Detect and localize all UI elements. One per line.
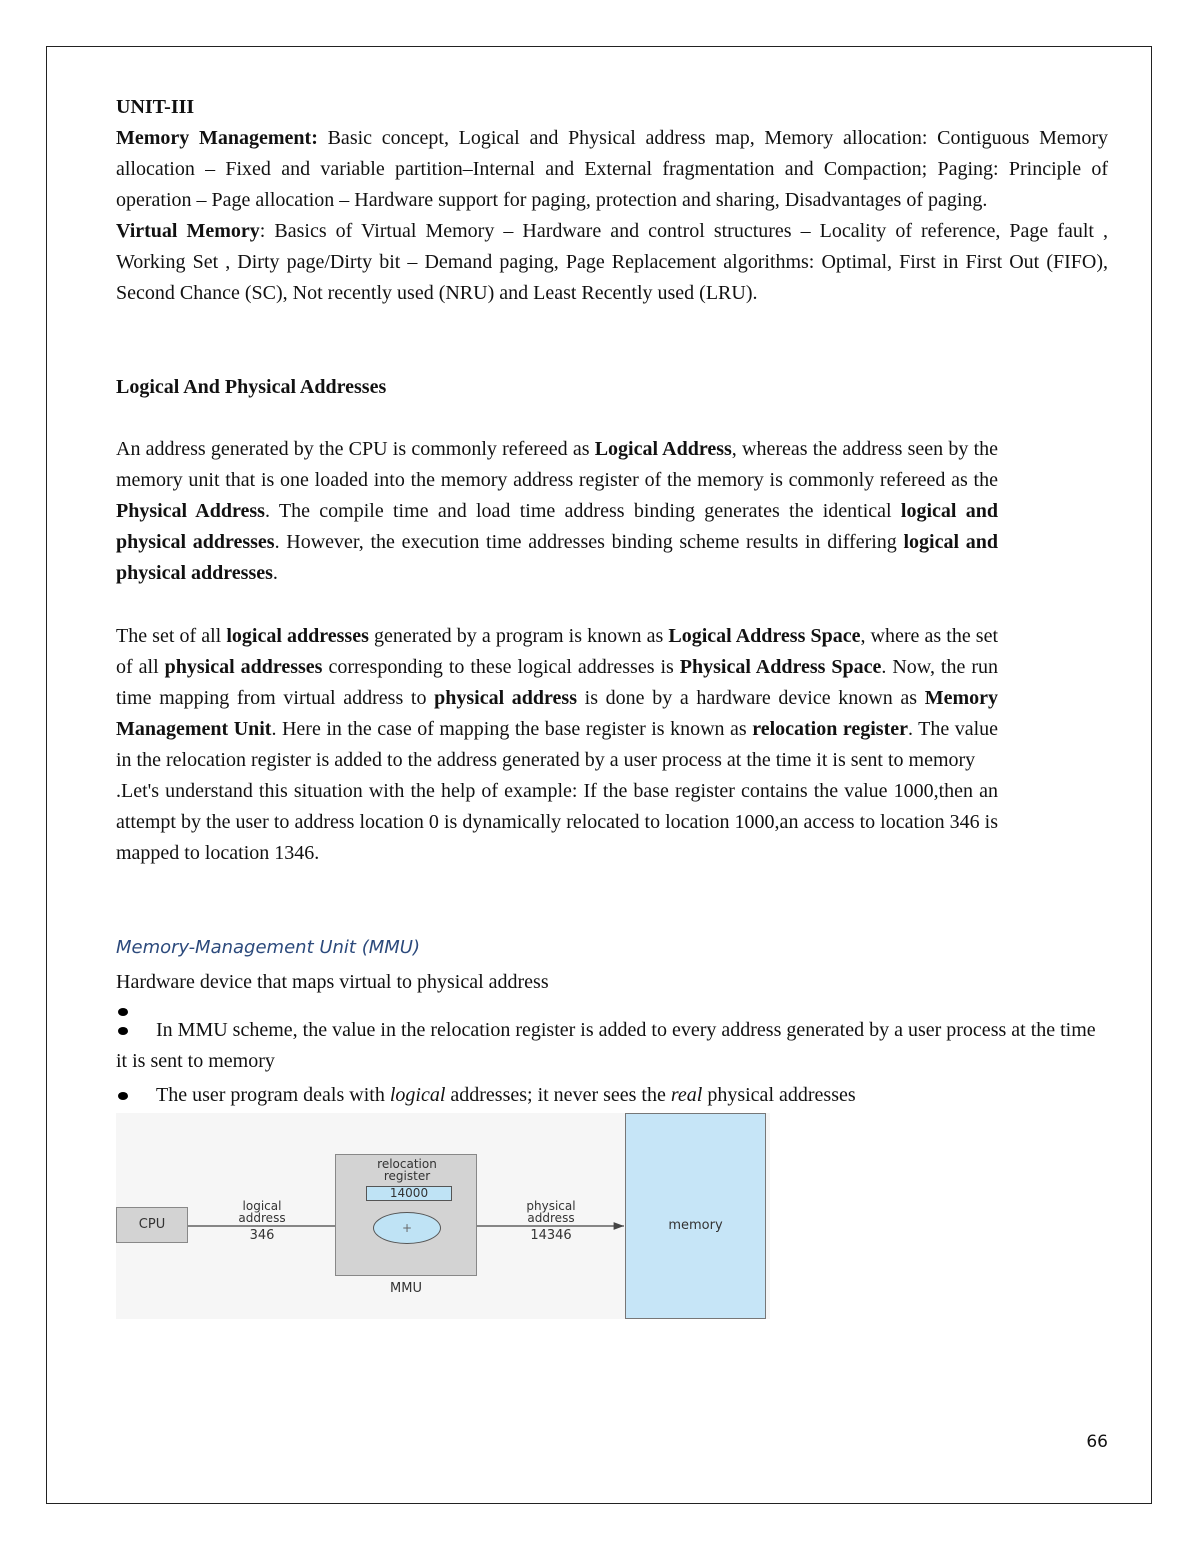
bold-text: Memory Management Unit	[116, 687, 998, 740]
text: . Now, the run time mapping from virtual address to	[116, 656, 998, 709]
text: Hardware device that maps virtual to physical address	[116, 971, 549, 993]
bold-text: Virtual Memory	[116, 220, 260, 242]
adder-icon: +	[373, 1212, 441, 1244]
italic-text: real	[670, 1084, 703, 1106]
bold-text: Physical Address	[116, 500, 265, 522]
text: : Basics of Virtual Memory – Hardware and control structures – Locality of reference, Page fault , Working Set , Dirty page/Dirty bit – Demand paging, Page Replacement algorithms: Optimal, First in First Out (FIFO), Second Chance (SC), Not recently used (NRU) and Least Recently used (LRU).	[116, 220, 1108, 304]
mmu-heading: Memory-Management Unit (MMU)	[116, 937, 420, 958]
text: corresponding to these logical addresses is	[322, 656, 680, 678]
mmu-box	[335, 1154, 477, 1276]
text: . The compile time and load time address binding generates the identical	[264, 500, 901, 522]
mmu-intro	[116, 967, 1108, 998]
text: . The value in the relocation register is added to the address generated by a user process at the time it is sent to memory	[116, 718, 999, 771]
text: . However, the execution time addresses binding scheme results in differing	[274, 531, 904, 553]
paragraph	[116, 776, 998, 869]
bold-text: relocation register	[752, 718, 908, 740]
bold-text: Logical Address	[594, 438, 732, 460]
text: The set of all	[116, 625, 227, 647]
text: In MMU scheme, the value in the relocation register is added to every address generated by a user process at the time it is sent to memory	[116, 1019, 1096, 1072]
relocation-register-label: relocation register	[377, 1157, 437, 1183]
bold-text: physical address	[434, 687, 577, 709]
bullet-text	[116, 1019, 1096, 1072]
text: is done by a hardware device known as	[577, 687, 925, 709]
bold-text: logical addresses	[226, 625, 369, 647]
text: . Here in the case of mapping the base register is known as	[271, 718, 753, 740]
bullet-text	[156, 1084, 856, 1106]
physical-address-label: physical address	[526, 1199, 576, 1225]
logical-address-value: 346	[249, 1228, 275, 1243]
bullet-icon	[118, 1092, 128, 1100]
bold-text: Logical And Physical Addresses	[116, 376, 387, 398]
text: The user program deals with	[156, 1084, 390, 1106]
text: Basic concept, Logical and Physical address map, Memory allocation: Contiguous Memory allocation – Fixed and variable partition–Internal and External fragmentation and Compaction; Paging: Principle of operation – Page allocation – Hardware support for paging, protection and sharing, Disadvantages of paging.	[116, 127, 1108, 211]
page-number: 66	[1086, 1432, 1108, 1452]
text: .Let's understand this situation with the help of example: If the base register contains the value 1000,then an attempt by the user to address location 0 is dynamically relocated to location 1000,an access to location 346 is mapped to location 1346.	[116, 780, 998, 864]
text: , whereas the address seen by the memory unit that is one loaded into the memory address register of the memory is commonly refereed as the	[116, 438, 999, 491]
paragraph-logical-physical	[116, 434, 998, 589]
paragraph	[116, 967, 1108, 998]
paragraph	[116, 92, 1108, 123]
paragraph	[116, 434, 998, 589]
text: An address generated by the CPU is commonly refereed as	[116, 438, 595, 460]
memory-box: memory	[625, 1113, 766, 1319]
bullet-icon	[118, 1027, 128, 1035]
relocation-register-value: 14000	[366, 1186, 452, 1201]
paragraph	[116, 621, 998, 776]
bold-text: UNIT-III	[116, 96, 195, 118]
text: physical addresses	[702, 1084, 856, 1106]
paragraph-address-space	[116, 621, 998, 869]
text: .	[272, 562, 278, 584]
paragraph	[116, 216, 1108, 309]
physical-address-value: 14346	[530, 1228, 572, 1243]
italic-text: logical	[389, 1084, 446, 1106]
bold-text: physical addresses	[164, 656, 323, 678]
section-heading	[116, 372, 998, 403]
text: addresses; it never sees the	[445, 1084, 671, 1106]
bullet-2	[116, 1080, 1108, 1111]
text: , where as the set of all	[116, 625, 999, 678]
bold-text: Memory Management:	[116, 127, 318, 149]
bold-text: logical and physical addresses	[116, 531, 998, 584]
cpu-box: CPU	[116, 1207, 188, 1243]
text: generated by a program is known as	[368, 625, 669, 647]
paragraph	[116, 123, 1108, 216]
logical-address-label: logical address	[238, 1199, 286, 1225]
bullet-1	[116, 1015, 1108, 1077]
syllabus-block	[116, 92, 1108, 309]
mmu-label: MMU	[390, 1281, 422, 1296]
bold-text: Physical Address Space	[679, 656, 882, 678]
bold-text: logical and physical addresses	[116, 500, 998, 553]
bold-text: Logical Address Space	[668, 625, 861, 647]
paragraph	[116, 372, 998, 403]
mmu-diagram	[116, 1113, 770, 1319]
